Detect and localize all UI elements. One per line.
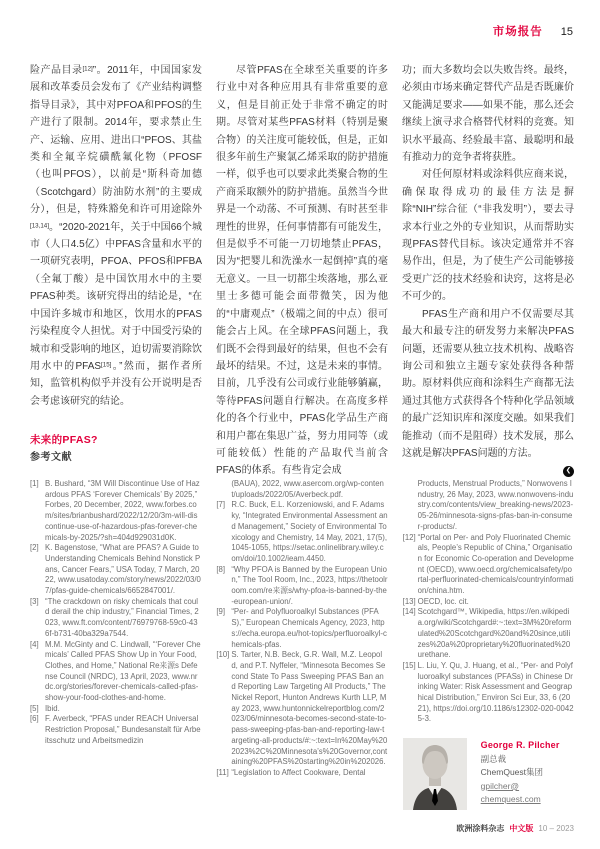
reference-text: Products, Menstrual Products,” Nonwovens Industry, 26 May, 2023, www.nonwovens-industry.com/contents/view_breaking-news/2023-05-26/minnesota-signs-pfas-ban-in-consumer-products/. bbox=[417, 479, 574, 531]
body-paragraph: 对任何原材料或涂料供应商来说，确保取得成功的最佳方法是摒除“NIH”综合征（“非我发明”），要去寻求本行业之外的专业知识，从而帮助实现PFAS替代目标。该决定通常并不容易作出，但是，为了使生产公司能够接受更广泛的技术经验和诀窍，这将是必不可少的。 bbox=[402, 169, 574, 303]
author-card bbox=[403, 738, 574, 810]
author-portrait-graphic bbox=[403, 738, 467, 810]
body-paragraph: 尽管PFAS在全球至关重要的许多行业中对各种应用具有非常重要的意义，但是目前正处于非常不确定的时期。尽管对某些PFAS材料（特别是聚合物）的关注度可能较低，但是，正如很多年前生产聚氯乙烯采取的防护措施一样，似乎也可以要求此类聚合物的生产商采取额外的防护措施。虽然当今世界是一个动荡、不可预测、有时甚至非理性的世界，任何事情都有可能发生，但是似乎不可能一刀切地禁止PFAS，因为“把婴儿和洗澡水一起倒掉”真的毫无意义。一旦一切都尘埃落地，那么亚里士多德可能会面带微笑，因为他的“中庸观点”（极端之间的中点）很可能会占上风。在全球PFAS问题上，我们既不会得到最好的结果，但也不会有最坏的结果。不过，这是未来的事情。目前，几乎没有公司或行业能够躺赢，等待PFAS问题自行解决。在高度多样化的各个行业中，PFAS化学品生产商和用户都在集思广益，努力用同等（或可能较低）性能的产品取代当前含PFAS的体系。有些肯定会成 bbox=[216, 65, 388, 477]
article-column-3 bbox=[402, 62, 574, 480]
reference-number: [3] bbox=[30, 596, 39, 606]
references-heading: 参考文献 bbox=[30, 452, 72, 463]
reference-item bbox=[216, 565, 387, 608]
page-number: 15 bbox=[560, 26, 573, 38]
reference-item bbox=[216, 607, 387, 650]
reference-item bbox=[403, 533, 574, 597]
page-header bbox=[493, 23, 573, 39]
reference-number: [2] bbox=[30, 543, 39, 553]
reference-number: [9] bbox=[216, 607, 225, 617]
reference-text: B. Bushard, “3M Will Discontinue Use of Hazardous PFAS ‘Forever Chemicals’ By 2025,” Forbes, 20 December, 2022, www.forbes.com/sites/brianbushard/2022/12/20/3m-will-discontinue-use-of-hazardous-pfas-forever-chemicals-by-2025/?sh=404d929031d0K. bbox=[45, 479, 200, 542]
reference-text: (BAUA), 2022, www.asercom.org/wp-content/uploads/2022/05/Averbeck.pdf. bbox=[231, 479, 384, 499]
author-company: ChemQuest集团 bbox=[480, 767, 544, 778]
reference-number: [5] bbox=[30, 703, 39, 713]
reference-item bbox=[30, 479, 201, 543]
body-paragraph: PFAS生产商和用户不仅需要尽其最大和最专注的研发努力来解决PFAS问题，还需要从独立技术机构、战略咨询公司和独立主题专家处获得各种帮助。原材料供应商和涂料生产商都无法通过其他方式获得各个特种化学品领域的最广泛知识库和深度交融。如果我们能推动（而不是阻碍）技术发展，那么这就是解决PFAS问题的方法。 bbox=[402, 308, 574, 459]
reference-number: [6] bbox=[30, 714, 39, 724]
reference-number: [8] bbox=[216, 564, 225, 574]
reference-item bbox=[30, 640, 201, 704]
reference-text: K. Bagenstose, “What are PFAS? A Guide to Understanding Chemicals Behind Nonstick Pans, Cancer Fears,” USA Today, 7 March, 2022, www.usatoday.com/story/news/2022/03/07/pfas-guide-chemicals/6652847001/. bbox=[45, 543, 201, 596]
reference-text: S. Tarter, N.B. Beck, G.R. Wall, M.Z. Leopold, and P.T. Nyffeler, “Minnesota Becomes Second State To Pass Sweeping PFAS Ban and Reporting Law Targeting All Products,” The Nickel Report, Hunton Andrews Kurth LLP, May 2023, www.huntonnickelreportblog.com/2023/06/minnesota-becomes-second-state-to-pass-sweeping-pfas-ban-and-reporting-law-targeting-all-products/#:~:text=In%20May%202023%2C%20Minnesota’s%20Governor,containing%20PFAS%20starting%20in%202026. bbox=[231, 650, 388, 767]
reference-number: [4] bbox=[30, 639, 39, 649]
reference-text: “Portal on Per- and Poly Fluorinated Chemicals, People’s Republic of China,” Organisation for Economic Co-operation and Development (OECD), www.oecd.org/chemicalsafety/portal-perfluorinated-chemicals/countryinformation/china.htm. bbox=[417, 532, 574, 596]
reference-text: L. Liu, Y. Qu, J. Huang, et al., “Per- and Polyfluoroalkyl substances (PFASs) in Chinese Drinking Water: Risk Assessment and Geographical Distribution,” Environ Sci Eur, 33, 6 (2021), https://doi.org/10.1186/s12302-020-00425-3. bbox=[417, 660, 574, 724]
reference-item bbox=[30, 597, 201, 640]
reference-text: OECD, loc. cit. bbox=[417, 596, 469, 606]
journal-name: 欧洲涂料杂志 bbox=[456, 824, 505, 833]
reference-text: “The crackdown on risky chemicals that could derail the chip industry,” Financial Times, 2023, www.ft.com/content/76979768-59c0-436f-b731-40ba329a7544. bbox=[45, 596, 199, 638]
reference-text: R.C. Buck, E.L. Korzeniowski, and F. Adamsky, “Integrated Environmental Assessment and Management,” Society of Environmental Toxicology and Chemistry, 14 May, 2021, 17(5), 1045-1055, https://setac.onlinelibrary.wiley.com/doi/10.1002/ieam.4450. bbox=[231, 500, 388, 563]
reference-text: F. Averbeck, “PFAS under REACH Universal Restriction Proposal,” Bundesanstalt für Arbeitsschutz und Arbeitsmedizin bbox=[45, 714, 201, 745]
reference-number: [15] bbox=[402, 660, 416, 670]
reference-number: [14] bbox=[402, 607, 416, 617]
reference-item bbox=[216, 650, 387, 768]
article-column-2 bbox=[216, 62, 388, 480]
author-email-line2[interactable]: chemquest.com bbox=[480, 794, 541, 805]
reference-item bbox=[403, 597, 574, 608]
page-footer bbox=[456, 823, 574, 834]
reference-number: [10] bbox=[216, 650, 230, 660]
author-info bbox=[481, 738, 560, 810]
author-title: 副总裁 bbox=[480, 753, 507, 764]
body-paragraph: 功；而大多数均会以失败告终。最终，必须由市场来确定替代产品是否既廉价又能满足要求——如果不能，那么还会继续上演寻求合格替代材料的竞赛。知识水平最高、经验最丰富、最聪明和最有推动力的竞争者将获胜。 bbox=[402, 65, 574, 164]
reference-number: [7] bbox=[216, 500, 225, 510]
reference-list-column-c bbox=[403, 479, 574, 810]
author-name: George R. Pilcher bbox=[480, 740, 560, 751]
reference-item bbox=[30, 543, 201, 597]
reference-text: “Per- and Polyfluoroalkyl Substances (PFAS),” European Chemicals Agency, 2023, https://echa.europa.eu/hot-topics/perfluoroalkyl-chemicals-pfas. bbox=[231, 607, 387, 649]
reference-text: M.M. McGinty and C. Lindwall, “‘Forever Chemicals’ Called PFAS Show Up in Your Food, Clothes, and Home,” National Re来源s Defense Council (NRDC), 13 April, 2023, www.nrdc.org/stories/forever-chemicals-called-pfas-show-your-food-clothes-and-home. bbox=[45, 639, 201, 703]
author-photo bbox=[403, 738, 467, 810]
reference-item bbox=[403, 479, 574, 533]
reference-item bbox=[216, 479, 387, 500]
reference-text: “Legislation to Affect Cookware, Dental bbox=[231, 767, 366, 777]
section-label: 市场报告 bbox=[492, 26, 543, 38]
reference-number: [13] bbox=[402, 596, 416, 606]
reference-number: [1] bbox=[30, 479, 39, 488]
future-pfas-heading: 未来的PFAS? bbox=[30, 434, 98, 447]
reference-number: [12] bbox=[402, 532, 416, 542]
reference-item bbox=[30, 704, 201, 715]
reference-number: [11] bbox=[216, 767, 229, 777]
reference-item bbox=[216, 768, 387, 779]
reference-text: Scotchgard™, Wikipedia, https://en.wikipedia.org/wiki/Scotchgard#:~:text=3M%20reformulated%20Scotchgard%20and%20since,utilizes%20a%20proprietary%20fluorinated%20urethane. bbox=[417, 607, 572, 660]
article-column-1 bbox=[30, 62, 202, 480]
issue-number: 10 – 2023 bbox=[538, 824, 574, 833]
article-body bbox=[30, 62, 574, 480]
edition-label: 中文版 bbox=[509, 824, 534, 833]
reference-text: Ibid. bbox=[45, 703, 60, 713]
references-section bbox=[30, 448, 574, 810]
reference-list-column-b bbox=[216, 479, 387, 810]
end-of-article-icon: ❮ bbox=[563, 466, 574, 477]
references-grid bbox=[30, 479, 574, 810]
reference-item bbox=[403, 661, 574, 725]
reference-item bbox=[216, 500, 387, 564]
reference-text: “Why PFOA is Banned by the European Union,” The Tool Room, Inc., 2023, https://thetoolroom.com/re来源s/why-pfoa-is-banned-by-the-european-union/. bbox=[231, 564, 388, 606]
reference-item bbox=[30, 714, 201, 746]
reference-list-column-a bbox=[30, 479, 201, 810]
reference-list-column-c-items bbox=[403, 479, 574, 725]
author-email-line1[interactable]: gpilcher@ bbox=[480, 780, 520, 791]
body-paragraph: 险产品目录[12]”。2011年，中国国家发展和改革委员会发布了《产业结构调整指导目录》，其中对PFOA和PFOS的生产进行了限制。2014年，要求禁止生产、运输、应用、进出口“PFOS、其盐类和全氟辛烷磺酰氟化物（PFOSF（也叫PFOS），以前是“斯科奇加德（Scotchgard）防油防水剂”的主要成分），但是，特殊豁免和许可用途除外[13,14]。“2020-2021年，关于中国66个城市（人口4.5亿）中PFAS含量和水平的一项研究表明，PFOA、PFOS和PFBA（全氟丁酸）是中国饮用水中的主要PFAS种类。该研究得出的结论是，“在中国许多城市和地区，饮用水的PFAS污染程度令人担忧。对于中国受污染的城市和受影响的地区，迫切需要消除饮用水中的PFAS[15]。”然而，据作者所知，监管机构似乎并没有公开说明是否会考虑该研究的结论。 bbox=[30, 65, 203, 407]
reference-item bbox=[403, 607, 574, 661]
